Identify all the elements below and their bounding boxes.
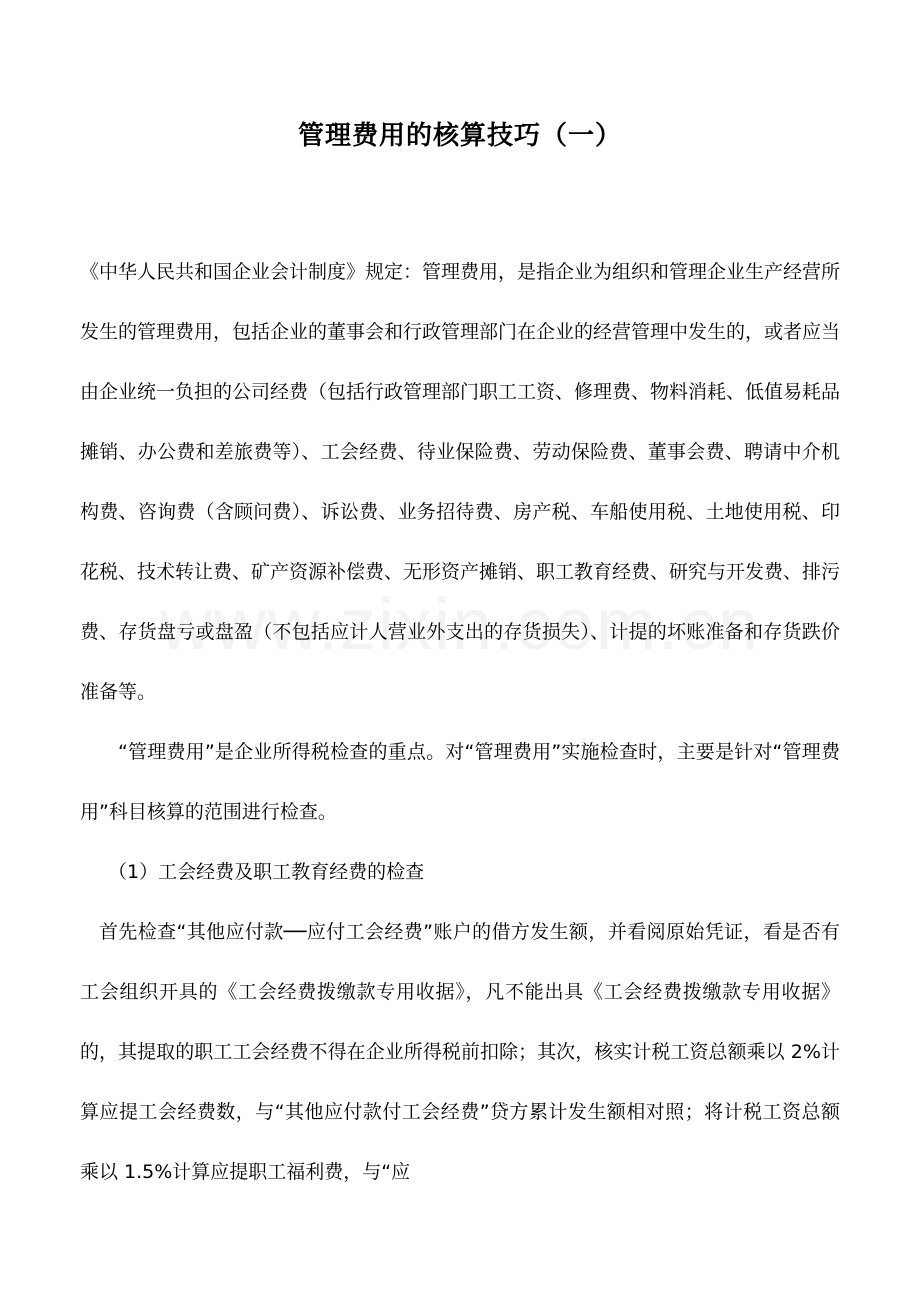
document-title: 管理费用的核算技巧（一） [297,121,622,151]
paragraph-regulation: 《中华人民共和国企业会计制度》规定：管理费用，是指企业为组织和管理企业生产经营所发生的管理费用，包括企业的董事会和行政管理部门在企业的经营管理中发生的，或者应当由企业统一负担的公司经费（包括行政管理部门职工工资、修理费、物料消耗、低值易耗品摊销、办公费和差旅费等）、工会经费、待业保险费、劳动保险费、董事会费、聘请中介机构费、咨询费（含顾问费）、诉讼费、业务招待费、房产税、车船使用税、土地使用税、印花税、技术转让费、矿产资源补偿费、无形资产摊销、职工教育经费、研究与开发费、排污费、存货盘亏或盘盈（不包括应计人营业外支出的存货损失）、计提的坏账准备和存货跌价准备等。 [80,261,841,703]
paragraph-union-fee-check: 首先检查“其他应付款──应付工会经费”账户的借方发生额，并看阅原始凭证，看是否有工会组织开具的《工会经费拨缴款专用收据》，凡不能出具《工会经费拨缴款专用收据》的，其提取的职工工会经费不得在企业所得税前扣除；其次，核实计税工资总额乘以 2%计算应提工会经费数，与“其他应付款付工会经费”贷方累计发生额相对照；将计税工资总额乘以 1.5%计算应提职工福利费，与“应 [80,921,840,1183]
section-heading-union-education: （1）工会经费及职工教育经费的检查 [108,861,425,883]
paragraph-inspection-focus: “管理费用”是企业所得税检查的重点。对“管理费用”实施检查时，主要是针对“管理费用”科目核算的范围进行检查。 [80,741,840,823]
